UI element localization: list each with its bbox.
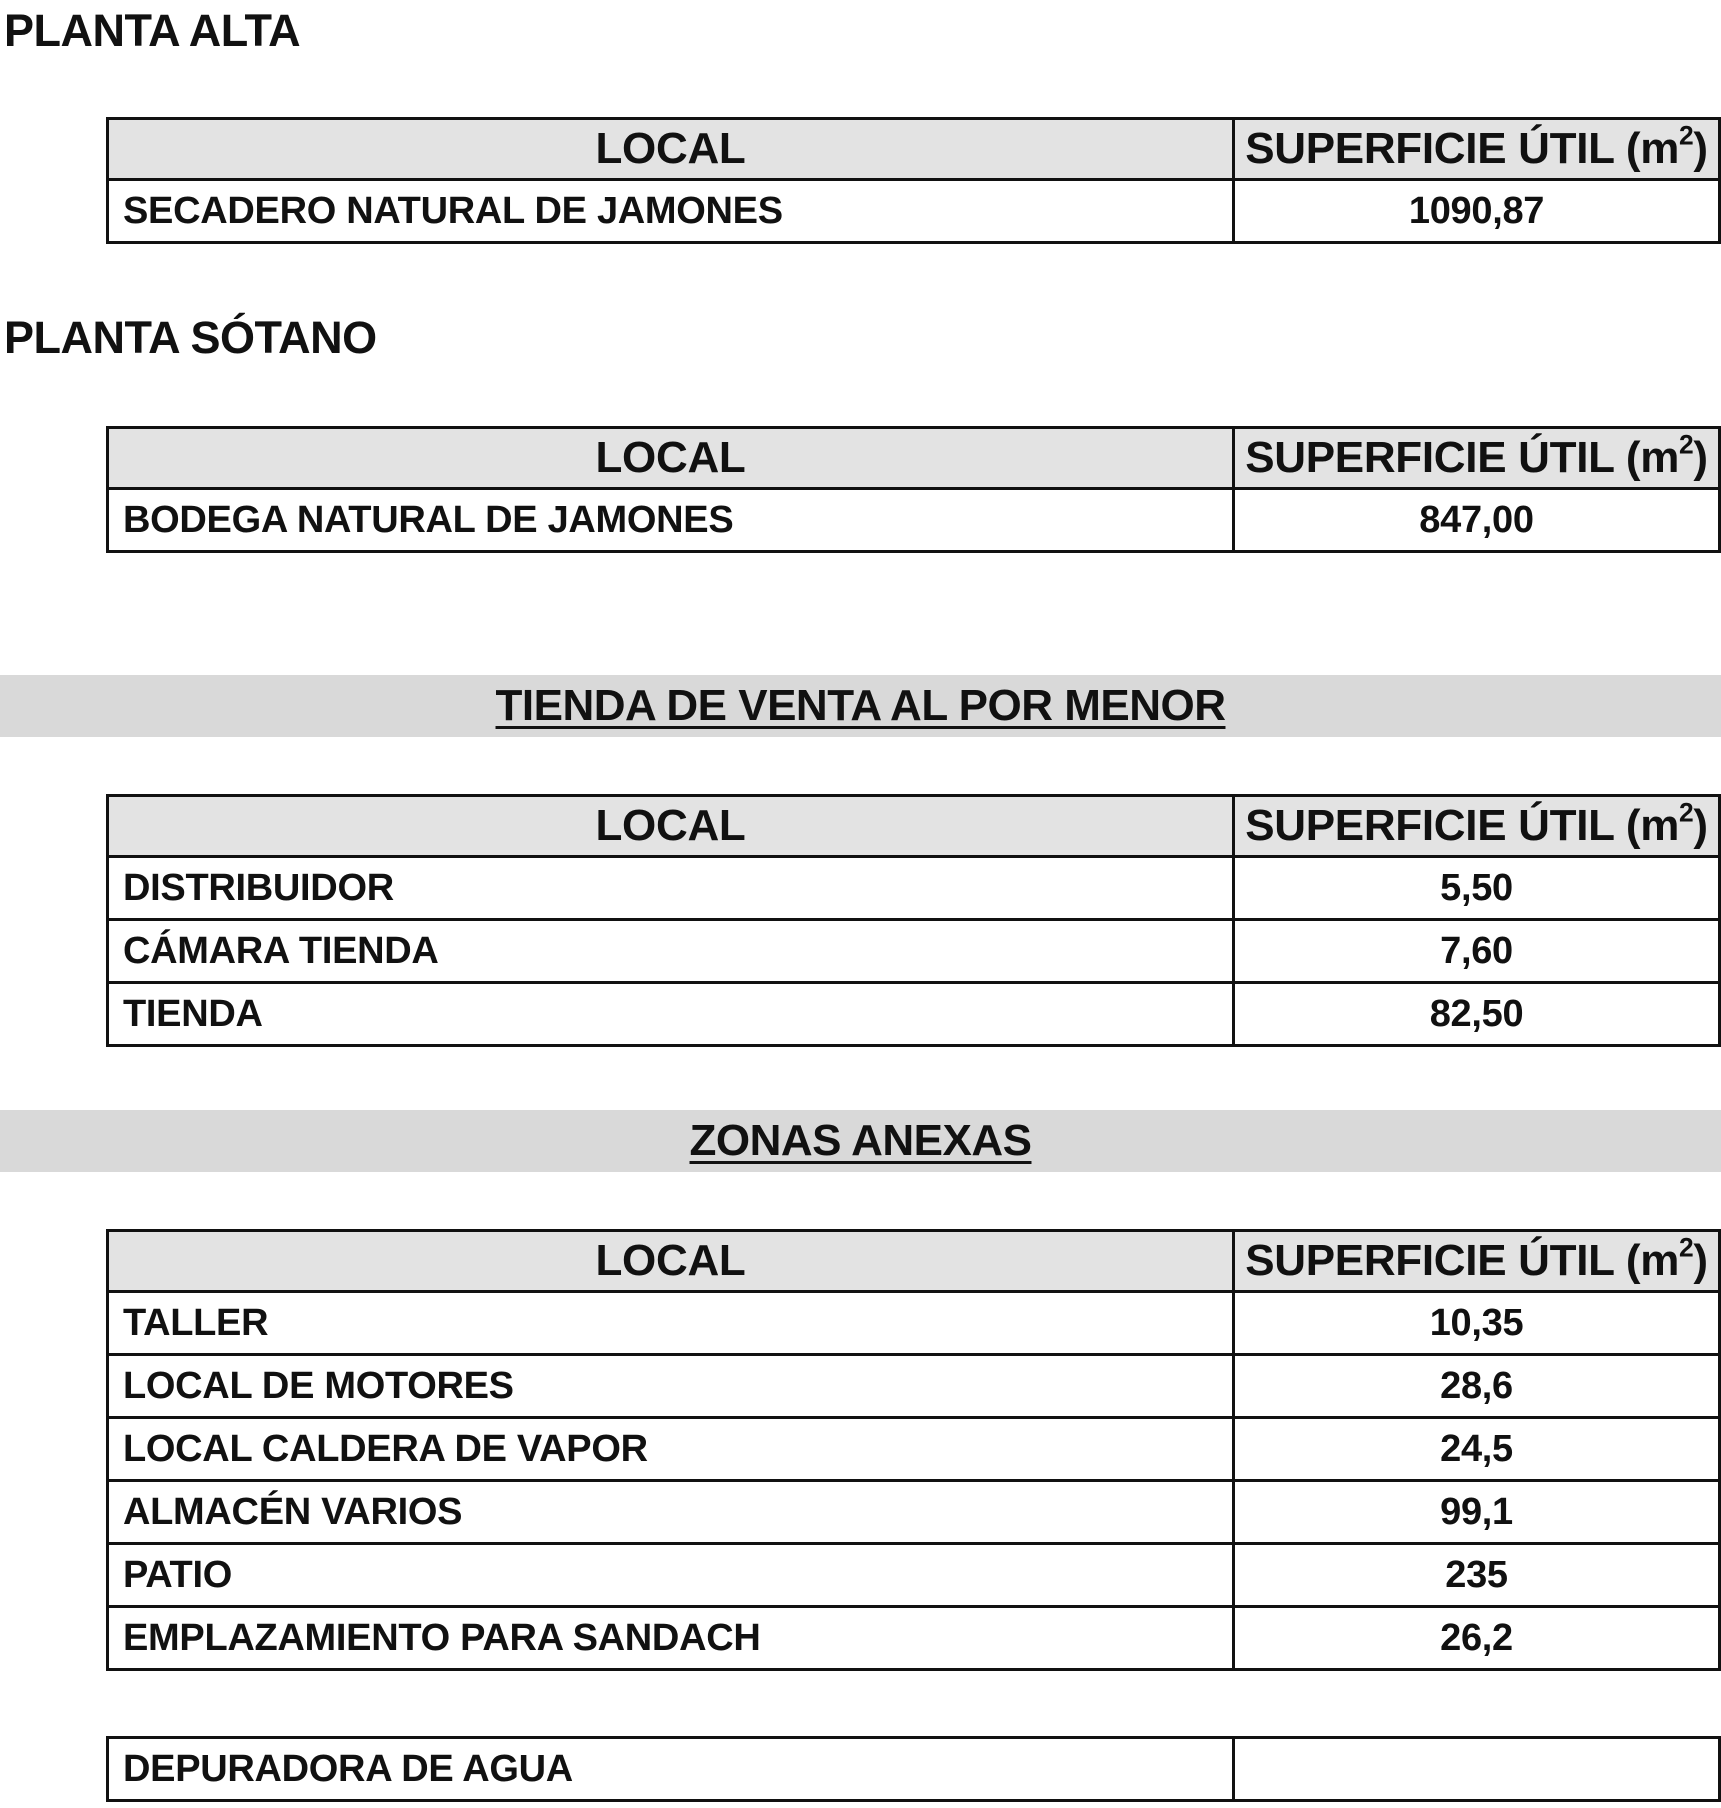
local-name-cell: TIENDA bbox=[108, 983, 1234, 1046]
column-header-local: LOCAL bbox=[108, 796, 1234, 857]
column-header-local: LOCAL bbox=[108, 1231, 1234, 1292]
zonas-anexas-table bbox=[106, 1229, 1721, 1671]
local-name-cell: LOCAL DE MOTORES bbox=[108, 1355, 1234, 1418]
superficie-value-cell bbox=[1234, 1738, 1720, 1801]
local-name-cell: TALLER bbox=[108, 1292, 1234, 1355]
column-header-local: LOCAL bbox=[108, 428, 1234, 489]
superficie-value-cell: 1090,87 bbox=[1234, 180, 1720, 243]
local-name-cell: BODEGA NATURAL DE JAMONES bbox=[108, 489, 1234, 552]
superficie-value-cell: 26,2 bbox=[1234, 1607, 1720, 1670]
table-row bbox=[108, 1738, 1720, 1801]
planta-sotano-heading: PLANTA SÓTANO bbox=[4, 312, 377, 363]
superficie-value-cell: 7,60 bbox=[1234, 920, 1720, 983]
depuradora-table bbox=[106, 1736, 1721, 1802]
table-header-row bbox=[108, 1231, 1720, 1292]
local-name-cell: DEPURADORA DE AGUA bbox=[108, 1738, 1234, 1801]
superficie-value-cell: 10,35 bbox=[1234, 1292, 1720, 1355]
table-row bbox=[108, 1292, 1720, 1355]
superficie-value-cell: 235 bbox=[1234, 1544, 1720, 1607]
column-header-superficie: SUPERFICIE ÚTIL $(m^2)$ bbox=[1234, 119, 1720, 180]
superficie-value-cell: 28,6 bbox=[1234, 1355, 1720, 1418]
table-row bbox=[108, 1481, 1720, 1544]
table-header-row bbox=[108, 796, 1720, 857]
table-row bbox=[108, 1544, 1720, 1607]
tienda-table bbox=[106, 794, 1721, 1047]
planta-alta-heading: PLANTA ALTA bbox=[4, 5, 301, 56]
local-name-cell: ALMACÉN VARIOS bbox=[108, 1481, 1234, 1544]
column-header-superficie: SUPERFICIE ÚTIL $(m^2)$ bbox=[1234, 428, 1720, 489]
table-row bbox=[108, 180, 1720, 243]
table-header-row bbox=[108, 428, 1720, 489]
superficie-value-cell: 24,5 bbox=[1234, 1418, 1720, 1481]
table-header-row bbox=[108, 119, 1720, 180]
planta-sotano-table bbox=[106, 426, 1721, 553]
local-name-cell: SECADERO NATURAL DE JAMONES bbox=[108, 180, 1234, 243]
tienda-section-title: TIENDA DE VENTA AL POR MENOR bbox=[495, 681, 1226, 730]
planta-alta-table bbox=[106, 117, 1721, 244]
local-name-cell: CÁMARA TIENDA bbox=[108, 920, 1234, 983]
local-name-cell: LOCAL CALDERA DE VAPOR bbox=[108, 1418, 1234, 1481]
column-header-local: LOCAL bbox=[108, 119, 1234, 180]
local-name-cell: EMPLAZAMIENTO PARA SANDACH bbox=[108, 1607, 1234, 1670]
column-header-superficie: SUPERFICIE ÚTIL $(m^2)$ bbox=[1234, 796, 1720, 857]
zonas-anexas-section-banner bbox=[0, 1110, 1721, 1172]
table-row bbox=[108, 857, 1720, 920]
local-name-cell: DISTRIBUIDOR bbox=[108, 857, 1234, 920]
table-row bbox=[108, 920, 1720, 983]
superficie-value-cell: 99,1 bbox=[1234, 1481, 1720, 1544]
table-row bbox=[108, 983, 1720, 1046]
table-row bbox=[108, 1418, 1720, 1481]
local-name-cell: PATIO bbox=[108, 1544, 1234, 1607]
superficie-value-cell: 847,00 bbox=[1234, 489, 1720, 552]
superficie-value-cell: 5,50 bbox=[1234, 857, 1720, 920]
zonas-anexas-section-title: ZONAS ANEXAS bbox=[689, 1116, 1032, 1165]
table-row bbox=[108, 1607, 1720, 1670]
superficie-value-cell: 82,50 bbox=[1234, 983, 1720, 1046]
tienda-section-banner bbox=[0, 675, 1721, 737]
column-header-superficie: SUPERFICIE ÚTIL $(m^2)$ bbox=[1234, 1231, 1720, 1292]
table-row bbox=[108, 1355, 1720, 1418]
table-row bbox=[108, 489, 1720, 552]
